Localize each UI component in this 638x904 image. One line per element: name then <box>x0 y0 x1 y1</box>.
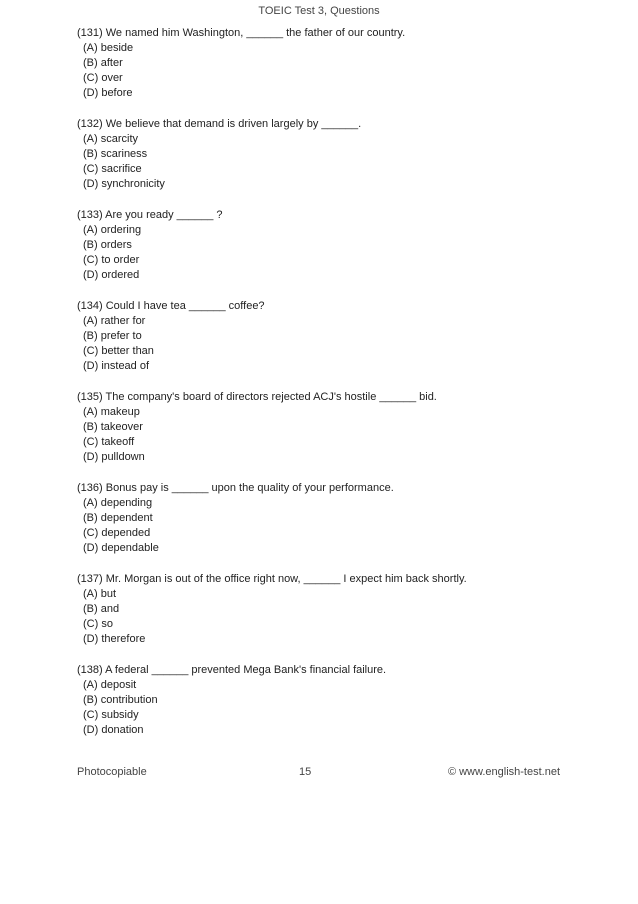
question-136 <box>77 481 577 556</box>
option-b: (B) and <box>83 603 120 615</box>
option-d: (D) dependable <box>83 542 159 554</box>
option-d: (D) before <box>83 87 133 99</box>
option-b: (B) takeover <box>83 421 143 433</box>
option-b: (B) after <box>83 57 123 69</box>
option-b: (B) prefer to <box>83 330 142 342</box>
option-b: (B) orders <box>83 239 132 251</box>
question-list <box>77 26 577 754</box>
option-a: (A) but <box>83 588 117 600</box>
option-c: (C) subsidy <box>83 709 139 721</box>
option-c: (C) takeoff <box>83 436 135 448</box>
footer-photocopiable: Photocopiable <box>77 766 147 778</box>
question-137 <box>77 572 577 647</box>
option-d: (D) ordered <box>83 269 140 281</box>
option-c: (C) better than <box>83 345 154 357</box>
option-a: (A) ordering <box>83 224 142 236</box>
option-a: (A) rather for <box>83 315 146 327</box>
option-c: (C) to order <box>83 254 140 266</box>
option-c: (C) so <box>83 618 113 630</box>
option-a: (A) beside <box>83 42 134 54</box>
question-stem: (134) Could I have tea ______ coffee? <box>77 300 265 312</box>
option-c: (C) depended <box>83 527 151 539</box>
option-d: (D) instead of <box>83 360 150 372</box>
option-d: (D) therefore <box>83 633 146 645</box>
question-stem: (137) Mr. Morgan is out of the office right now, ______ I expect him back shortly. <box>77 573 467 585</box>
option-a: (A) scarcity <box>83 133 138 145</box>
option-b: (B) contribution <box>83 694 158 706</box>
page-number: 15 <box>299 766 312 778</box>
question-133 <box>77 208 577 283</box>
question-stem: (131) We named him Washington, ______ the father of our country. <box>77 27 406 39</box>
option-c: (C) over <box>83 72 123 84</box>
option-b: (B) dependent <box>83 512 153 524</box>
option-c: (C) sacrifice <box>83 163 142 175</box>
question-stem: (135) The company's board of directors rejected ACJ's hostile ______ bid. <box>77 391 437 403</box>
option-a: (A) deposit <box>83 679 137 691</box>
option-b: (B) scariness <box>83 148 148 160</box>
question-132 <box>77 117 577 192</box>
question-stem: (138) A federal ______ prevented Mega Bank's financial failure. <box>77 664 387 676</box>
option-a: (A) depending <box>83 497 153 509</box>
option-a: (A) makeup <box>83 406 140 418</box>
option-d: (D) synchronicity <box>83 178 165 190</box>
option-d: (D) donation <box>83 724 144 736</box>
option-d: (D) pulldown <box>83 451 145 463</box>
question-131 <box>77 26 577 101</box>
question-138 <box>77 663 577 738</box>
question-135 <box>77 390 577 465</box>
question-134 <box>77 299 577 374</box>
question-stem: (136) Bonus pay is ______ upon the quality of your performance. <box>77 482 394 494</box>
question-stem: (132) We believe that demand is driven largely by ______. <box>77 118 362 130</box>
footer-copyright: © www.english-test.net <box>447 766 560 778</box>
page-header: TOEIC Test 3, Questions <box>258 5 380 17</box>
question-stem: (133) Are you ready ______ ? <box>77 209 223 221</box>
